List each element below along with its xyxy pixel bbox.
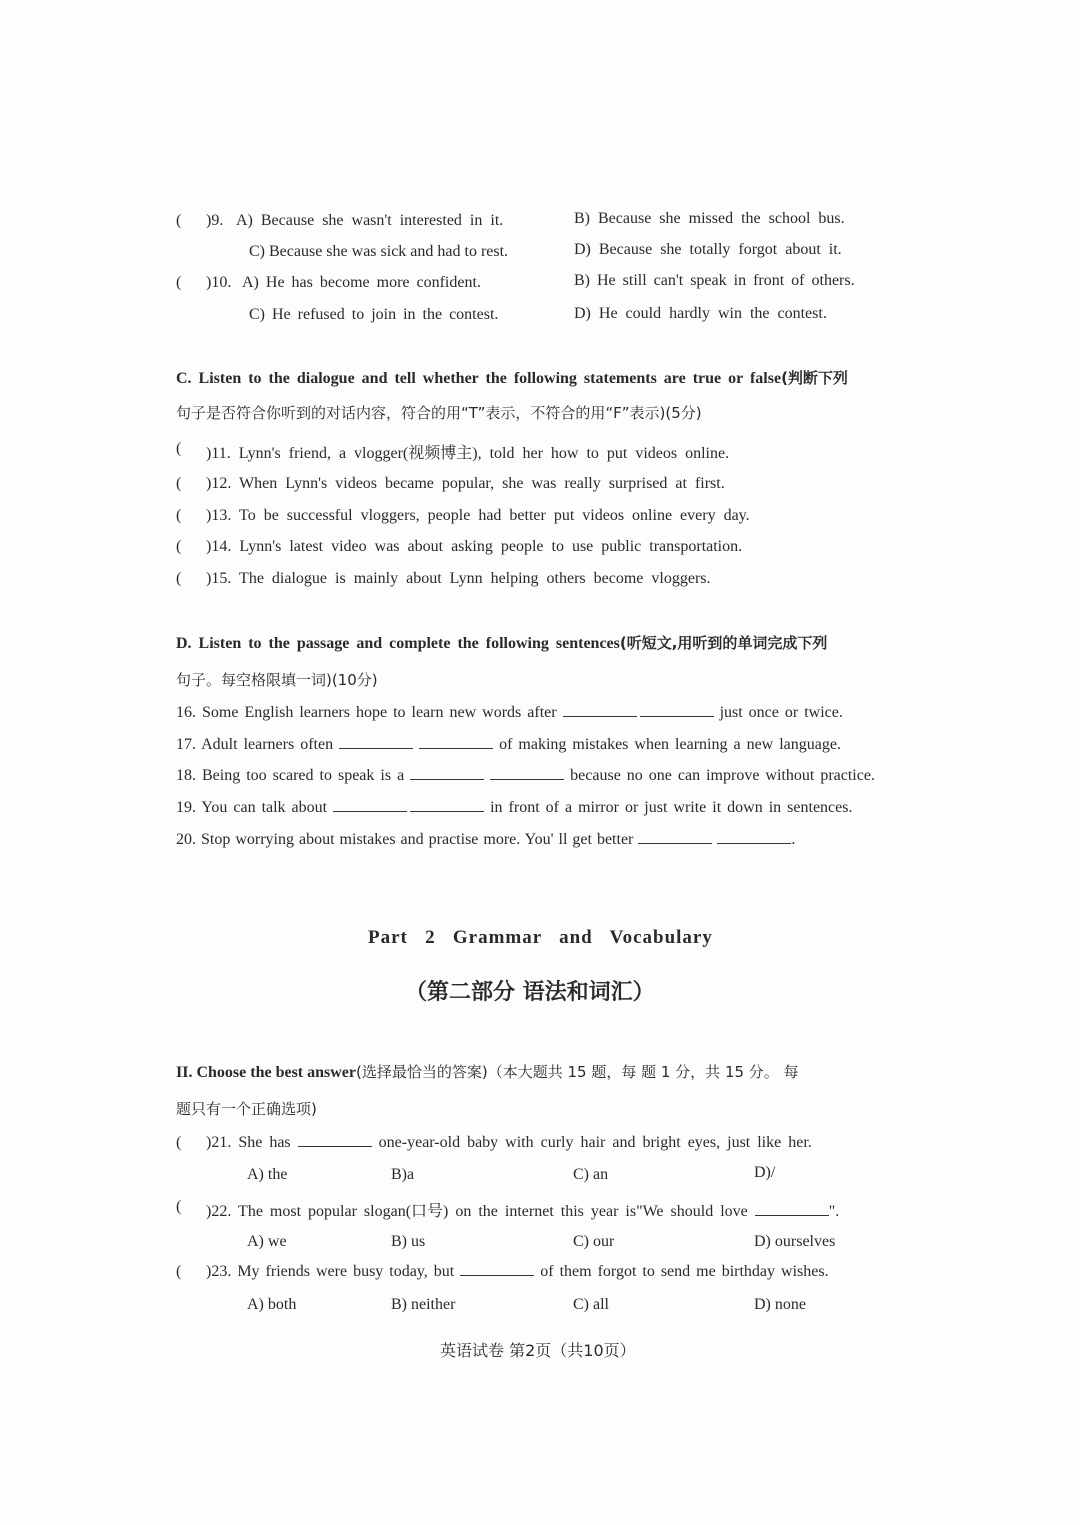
answer-blank[interactable] (460, 1263, 534, 1276)
answer-paren: ( (176, 538, 182, 555)
option-b: B) He still can't speak in front of others. (574, 272, 855, 289)
option-c: C) He refused to join in the contest. (249, 306, 499, 323)
answer-blank[interactable] (563, 704, 637, 717)
part-title: Part 2 Grammar and Vocabulary (368, 927, 713, 948)
answer-paren: ( (176, 475, 182, 492)
option-a[interactable]: A) the (247, 1166, 288, 1183)
answer-blank[interactable] (333, 799, 407, 812)
fill-sentence: 19. You can talk about in front of a mirror or just write it down in sentences. (176, 799, 853, 816)
option-a: A) He has become more confident. (242, 274, 481, 291)
question-22: )22. The most popular slogan(口号) on the internet this year is"We should love ". (206, 1203, 840, 1220)
question-number: )9. (206, 212, 224, 229)
option-b: B) Because she missed the school bus. (574, 210, 845, 227)
option-a[interactable]: A) both (247, 1296, 297, 1313)
statement-item: )15. The dialogue is mainly about Lynn helping others become vloggers. (206, 570, 711, 587)
question-23: )23. My friends were busy today, but of them forgot to send me birthday wishes. (206, 1263, 829, 1280)
answer-blank[interactable] (490, 767, 564, 780)
part-subtitle: （第二部分 语法和词汇） (405, 980, 655, 1005)
statement-item: )14. Lynn's latest video was about asking people to use public transportation. (206, 538, 743, 555)
option-b[interactable]: B) us (391, 1233, 426, 1250)
section-d-heading: D. Listen to the passage and complete the following sentences(听短文,用听到的单词完成下列 (176, 634, 828, 652)
statement-item: )12. When Lynn's videos became popular, she was really surprised at first. (206, 475, 725, 492)
section-c-instruction: 句子是否符合你听到的对话内容，符合的用“T”表示，不符合的用“F”表示)(5分) (176, 404, 702, 422)
fill-sentence: 16. Some English learners hope to learn new words after just once or twice. (176, 704, 843, 721)
answer-blank[interactable] (419, 736, 493, 749)
fill-sentence: 18. Being too scared to speak is a because no one can improve without practice. (176, 767, 875, 784)
option-c: C) Because she was sick and had to rest. (249, 243, 509, 260)
option-a[interactable]: A) we (247, 1233, 287, 1250)
option-c[interactable]: C) all (573, 1296, 609, 1313)
answer-paren: ( (176, 440, 182, 457)
statement-item: )13. To be successful vloggers, people had better put videos online every day. (206, 507, 750, 524)
section-c-heading: C. Listen to the dialogue and tell whether the following statements are true or false(判断下列 (176, 369, 848, 387)
option-d: D) He could hardly win the contest. (574, 305, 827, 322)
option-d: D) Because she totally forgot about it. (574, 241, 842, 258)
fill-sentence: 20. Stop worrying about mistakes and practise more. You' ll get better . (176, 831, 796, 848)
answer-paren: ( (176, 570, 182, 587)
option-d[interactable]: D) ourselves (754, 1233, 836, 1250)
option-d[interactable]: D)/ (754, 1164, 776, 1181)
answer-blank[interactable] (410, 767, 484, 780)
option-c[interactable]: C) our (573, 1233, 615, 1250)
page-footer: 英语试卷 第2页（共10页） (440, 1341, 636, 1360)
option-d[interactable]: D) none (754, 1296, 806, 1313)
question-number: )10. (206, 274, 232, 291)
section-ii-instruction: 题只有一个正确选项) (176, 1100, 317, 1118)
answer-paren: ( (176, 212, 182, 229)
answer-blank[interactable] (640, 704, 714, 717)
section-ii-heading: II. Choose the best answer(选择最恰当的答案)（本大题共 15 题，每 题 1 分，共 15 分。 每 (176, 1063, 799, 1081)
answer-blank[interactable] (755, 1203, 829, 1216)
option-a: A) Because she wasn't interested in it. (236, 212, 504, 229)
answer-blank[interactable] (339, 736, 413, 749)
option-b[interactable]: B)a (391, 1166, 415, 1183)
answer-paren: ( (176, 1263, 182, 1280)
answer-paren: ( (176, 1198, 182, 1215)
answer-blank[interactable] (717, 831, 791, 844)
answer-paren: ( (176, 1134, 182, 1151)
answer-blank[interactable] (638, 831, 712, 844)
option-b[interactable]: B) neither (391, 1296, 456, 1313)
answer-paren: ( (176, 507, 182, 524)
fill-sentence: 17. Adult learners often of making mistakes when learning a new language. (176, 736, 841, 753)
question-21: )21. She has one-year-old baby with curly hair and bright eyes, just like her. (206, 1134, 812, 1151)
statement-item: )11. Lynn's friend, a vlogger(视频博主), told her how to put videos online. (206, 445, 730, 462)
answer-blank[interactable] (410, 799, 484, 812)
answer-paren: ( (176, 274, 182, 291)
answer-blank[interactable] (298, 1134, 372, 1147)
option-c[interactable]: C) an (573, 1166, 609, 1183)
section-d-instruction: 句子。每空格限填一词)(10分) (176, 671, 378, 689)
